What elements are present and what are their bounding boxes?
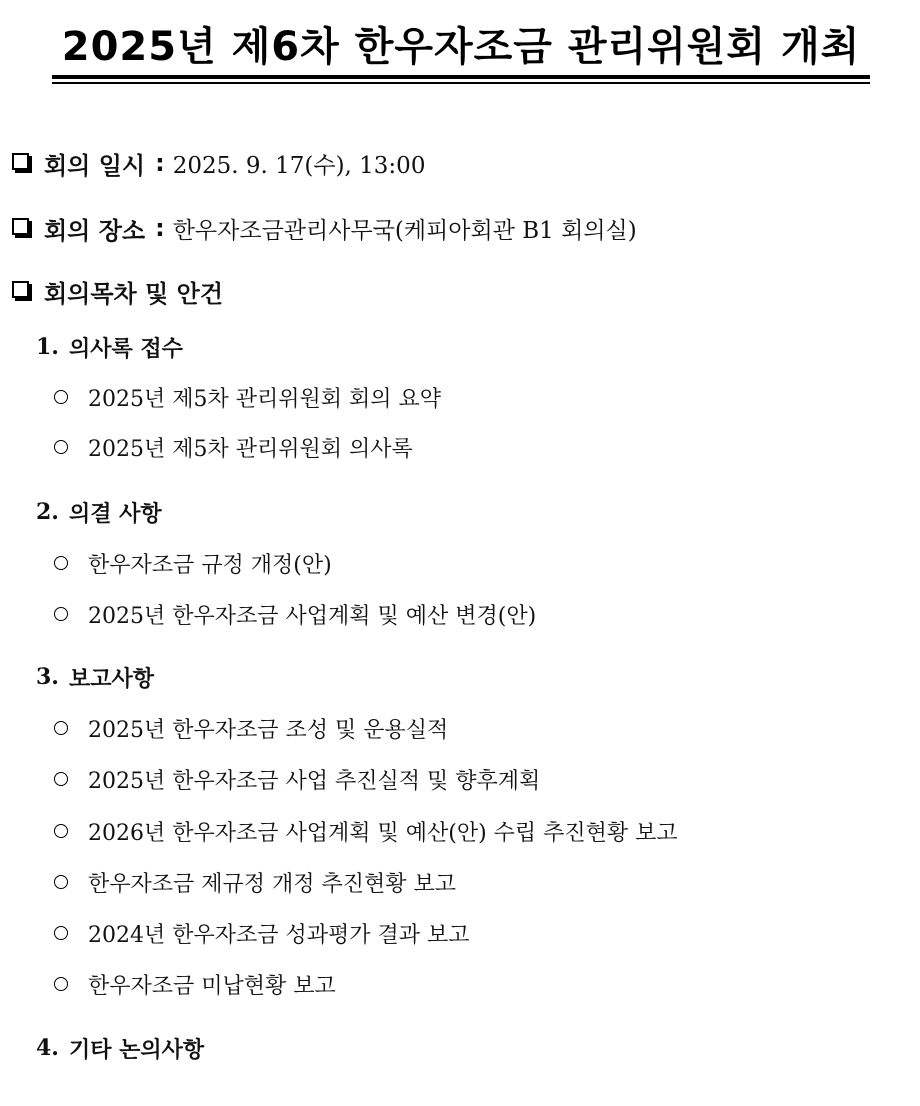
square-bullet-icon [12, 153, 29, 170]
circle-bullet-icon [54, 824, 68, 838]
agenda-heading: 회의목차 및 안건 [44, 279, 223, 308]
meeting-datetime-value: 2025. 9. 17(수), 13:00 [172, 152, 426, 179]
colon: : [155, 214, 165, 242]
agenda-section-number: 3. [36, 664, 59, 690]
circle-bullet-icon [54, 926, 68, 940]
agenda-item [54, 967, 336, 1001]
agenda-item-text: 한우자조금 제규정 개정 추진현황 보고 [88, 871, 457, 897]
circle-bullet-icon [54, 607, 68, 621]
meeting-place-row [12, 211, 637, 245]
circle-bullet-icon [54, 440, 68, 454]
agenda-item [54, 380, 441, 414]
agenda-section-title: 보고사항 [68, 665, 154, 692]
agenda-item [54, 430, 413, 464]
agenda-item-text: 2026년 한우자조금 사업계획 및 예산(안) 수립 추진현황 보고 [88, 820, 678, 846]
agenda-heading-row [12, 274, 223, 308]
agenda-item-text: 한우자조금 미납현황 보고 [88, 973, 336, 999]
page-title: 2025년 제6차 한우자조금 관리위원회 개최 [61, 24, 861, 70]
agenda-item-text: 2024년 한우자조금 성과평가 결과 보고 [88, 922, 470, 948]
circle-bullet-icon [54, 556, 68, 570]
agenda-item-text: 2025년 한우자조금 조성 및 운용실적 [88, 717, 449, 743]
agenda-item-text: 2025년 한우자조금 사업계획 및 예산 변경(안) [88, 603, 537, 629]
circle-bullet-icon [54, 721, 68, 735]
agenda-item [54, 711, 448, 745]
agenda-item-text: 2025년 제5차 관리위원회 회의 요약 [88, 386, 441, 412]
circle-bullet-icon [54, 772, 68, 786]
title-underline-thick [52, 75, 870, 79]
agenda-section-title: 의사록 접수 [68, 335, 183, 362]
agenda-section-title: 의결 사항 [68, 500, 162, 527]
agenda-item-text: 한우자조금 규정 개정(안) [88, 552, 332, 578]
agenda-item-text: 2025년 제5차 관리위원회 의사록 [88, 436, 413, 462]
agenda-section-number: 2. [36, 499, 59, 525]
circle-bullet-icon [54, 977, 68, 991]
agenda-item [54, 916, 470, 950]
agenda-section-3-heading [36, 660, 154, 694]
agenda-item-text: 2025년 한우자조금 사업 추진실적 및 향후계획 [88, 768, 541, 794]
agenda-item [54, 814, 678, 848]
title-underline-thin [52, 82, 870, 84]
circle-bullet-icon [54, 875, 68, 889]
agenda-section-title: 기타 논의사항 [68, 1036, 205, 1063]
colon: : [155, 149, 165, 177]
agenda-section-number: 1. [36, 334, 59, 360]
meeting-datetime-row [12, 146, 425, 180]
agenda-item [54, 762, 540, 796]
agenda-item [54, 597, 536, 631]
title-block [52, 20, 870, 84]
agenda-section-4-heading [36, 1031, 204, 1065]
square-bullet-icon [12, 218, 29, 235]
square-bullet-icon [12, 281, 29, 298]
agenda-section-1-heading [36, 330, 183, 364]
circle-bullet-icon [54, 390, 68, 404]
agenda-section-2-heading [36, 495, 162, 529]
agenda-item [54, 865, 456, 899]
meeting-place-label: 회의 장소 [44, 216, 146, 245]
meeting-place-value: 한우자조금관리사무국(케피아회관 B1 회의실) [172, 217, 637, 244]
agenda-item [54, 546, 332, 580]
agenda-section-number: 4. [36, 1035, 59, 1061]
meeting-datetime-label: 회의 일시 [44, 151, 146, 180]
